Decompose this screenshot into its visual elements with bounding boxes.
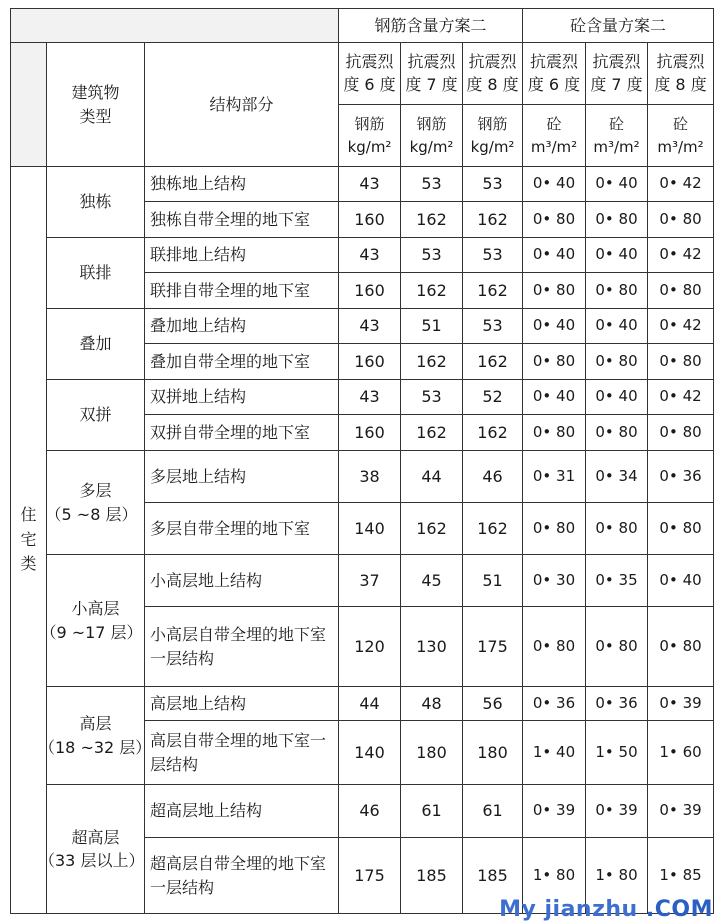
concrete-value-cell: 0• 80 bbox=[523, 607, 586, 687]
concrete-unit-header: 砼 m³/m² bbox=[523, 105, 586, 167]
intensity-header: 抗震烈度 7 度 bbox=[586, 43, 648, 105]
concrete-value-cell: 0• 40 bbox=[523, 238, 586, 273]
site-watermark: My jianzhu .COM bbox=[499, 897, 713, 922]
concrete-value-cell: 0• 40 bbox=[586, 380, 648, 415]
steel-value-cell: 140 bbox=[339, 503, 401, 555]
concrete-value-cell: 0• 39 bbox=[648, 785, 714, 838]
steel-value-cell: 51 bbox=[401, 309, 463, 344]
concrete-value-cell: 0• 40 bbox=[586, 238, 648, 273]
steel-value-cell: 48 bbox=[401, 687, 463, 721]
building-type-sublabel: （5 ~8 层） bbox=[45, 504, 138, 524]
concrete-value-cell: 0• 40 bbox=[586, 309, 648, 344]
building-type-cell bbox=[47, 238, 145, 309]
structure-part-cell: 高层地上结构 bbox=[145, 687, 339, 721]
concrete-value-cell: 0• 80 bbox=[648, 273, 714, 309]
intensity-header: 抗震烈度 6 度 bbox=[523, 43, 586, 105]
structure-part-cell: 多层地上结构 bbox=[145, 451, 339, 503]
concrete-value-cell: 0• 80 bbox=[586, 503, 648, 555]
concrete-value-cell: 1• 80 bbox=[586, 838, 648, 914]
steel-value-cell: 43 bbox=[339, 380, 401, 415]
structure-part-cell: 联排地上结构 bbox=[145, 238, 339, 273]
category-cell bbox=[11, 167, 47, 914]
concrete-unit-header: 砼 m³/m² bbox=[648, 105, 714, 167]
steel-value-cell: 180 bbox=[463, 721, 523, 785]
building-type-cell bbox=[39, 785, 145, 914]
steel-value-cell: 53 bbox=[463, 238, 523, 273]
concrete-value-cell: 0• 39 bbox=[586, 785, 648, 838]
concrete-value-cell: 0• 39 bbox=[648, 687, 714, 721]
steel-value-cell: 53 bbox=[463, 167, 523, 202]
concrete-value-cell: 0• 80 bbox=[523, 503, 586, 555]
concrete-value-cell: 0• 80 bbox=[586, 273, 648, 309]
table-row bbox=[11, 309, 714, 344]
concrete-value-cell: 0• 42 bbox=[648, 309, 714, 344]
concrete-value-cell: 1• 50 bbox=[586, 721, 648, 785]
building-type-cell bbox=[47, 451, 145, 555]
steel-value-cell: 160 bbox=[339, 273, 401, 309]
steel-value-cell: 162 bbox=[463, 415, 523, 451]
steel-group-header: 钢筋含量方案二 bbox=[339, 9, 523, 43]
steel-value-cell: 160 bbox=[339, 415, 401, 451]
steel-value-cell: 44 bbox=[339, 687, 401, 721]
concrete-value-cell: 0• 40 bbox=[523, 380, 586, 415]
concrete-value-cell: 0• 40 bbox=[586, 167, 648, 202]
concrete-unit-header: 砼 m³/m² bbox=[586, 105, 648, 167]
structure-part-cell: 双拼自带全埋的地下室 bbox=[145, 415, 339, 451]
building-type-cell bbox=[39, 687, 152, 785]
steel-value-cell: 53 bbox=[401, 380, 463, 415]
structure-part-cell: 高层自带全埋的地下室一层结构 bbox=[145, 721, 339, 785]
steel-value-cell: 43 bbox=[339, 309, 401, 344]
concrete-value-cell: 0• 80 bbox=[648, 607, 714, 687]
concrete-value-cell: 0• 80 bbox=[586, 202, 648, 238]
building-type-sublabel: （9 ~17 层） bbox=[40, 622, 143, 642]
table-row bbox=[11, 238, 714, 273]
steel-value-cell: 46 bbox=[463, 451, 523, 503]
concrete-value-cell: 0• 36 bbox=[586, 687, 648, 721]
steel-value-cell: 162 bbox=[401, 273, 463, 309]
building-type-cell bbox=[40, 555, 145, 687]
building-type-sublabel: （33 层以上） bbox=[39, 851, 145, 870]
concrete-value-cell: 0• 80 bbox=[523, 344, 586, 380]
concrete-value-cell: 0• 34 bbox=[586, 451, 648, 503]
concrete-value-cell: 0• 42 bbox=[648, 238, 714, 273]
table-row bbox=[11, 785, 714, 838]
steel-value-cell: 44 bbox=[401, 451, 463, 503]
concrete-value-cell: 0• 30 bbox=[523, 555, 586, 607]
concrete-value-cell: 0• 40 bbox=[523, 167, 586, 202]
structure-part-cell: 小高层自带全埋的地下室一层结构 bbox=[145, 607, 339, 687]
steel-value-cell: 56 bbox=[463, 687, 523, 721]
table-row bbox=[11, 167, 714, 202]
header-row-1 bbox=[11, 9, 714, 43]
intensity-header: 抗震烈度 8 度 bbox=[463, 43, 523, 105]
concrete-group-header: 砼含量方案二 bbox=[523, 9, 714, 43]
steel-value-cell: 53 bbox=[401, 167, 463, 202]
table-row bbox=[11, 555, 714, 607]
table-row bbox=[11, 451, 714, 503]
building-type-label: 叠加 bbox=[79, 334, 112, 354]
table-row bbox=[11, 687, 714, 721]
structure-part-cell: 小高层地上结构 bbox=[145, 555, 339, 607]
structure-part-header: 结构部分 bbox=[145, 43, 339, 167]
structure-part-cell: 独栋自带全埋的地下室 bbox=[145, 202, 339, 238]
steel-unit-header: 钢筋 kg/m² bbox=[463, 105, 523, 167]
steel-value-cell: 52 bbox=[463, 380, 523, 415]
structure-part-cell: 叠加地上结构 bbox=[145, 309, 339, 344]
steel-value-cell: 162 bbox=[463, 503, 523, 555]
concrete-value-cell: 0• 80 bbox=[586, 344, 648, 380]
concrete-value-cell: 0• 80 bbox=[523, 202, 586, 238]
concrete-value-cell: 0• 80 bbox=[523, 273, 586, 309]
structure-part-cell: 叠加自带全埋的地下室 bbox=[145, 344, 339, 380]
structure-part-cell: 联排自带全埋的地下室 bbox=[145, 273, 339, 309]
steel-value-cell: 162 bbox=[463, 273, 523, 309]
concrete-value-cell: 0• 39 bbox=[523, 785, 586, 838]
concrete-value-cell: 0• 31 bbox=[523, 451, 586, 503]
steel-value-cell: 175 bbox=[463, 607, 523, 687]
building-type-cell bbox=[47, 380, 145, 451]
header-row-2 bbox=[11, 43, 714, 105]
steel-value-cell: 180 bbox=[401, 721, 463, 785]
steel-value-cell: 130 bbox=[401, 607, 463, 687]
steel-value-cell: 46 bbox=[339, 785, 401, 838]
steel-unit-header: 钢筋 kg/m² bbox=[339, 105, 401, 167]
concrete-value-cell: 0• 80 bbox=[586, 607, 648, 687]
concrete-value-cell: 0• 80 bbox=[648, 202, 714, 238]
steel-value-cell: 53 bbox=[401, 238, 463, 273]
building-type-label: 双拼 bbox=[79, 405, 112, 425]
building-type-label: 联排 bbox=[79, 263, 112, 283]
steel-value-cell: 162 bbox=[401, 344, 463, 380]
concrete-value-cell: 0• 80 bbox=[648, 344, 714, 380]
concrete-value-cell: 0• 40 bbox=[523, 309, 586, 344]
steel-value-cell: 162 bbox=[463, 344, 523, 380]
steel-value-cell: 162 bbox=[401, 415, 463, 451]
intensity-header: 抗震烈度 8 度 bbox=[648, 43, 714, 105]
concrete-value-cell: 0• 80 bbox=[523, 415, 586, 451]
steel-value-cell: 160 bbox=[339, 344, 401, 380]
concrete-value-cell: 0• 80 bbox=[648, 415, 714, 451]
steel-value-cell: 162 bbox=[401, 202, 463, 238]
concrete-value-cell: 0• 42 bbox=[648, 380, 714, 415]
steel-value-cell: 61 bbox=[463, 785, 523, 838]
steel-value-cell: 38 bbox=[339, 451, 401, 503]
concrete-value-cell: 0• 36 bbox=[523, 687, 586, 721]
steel-value-cell: 140 bbox=[339, 721, 401, 785]
steel-unit-header: 钢筋 kg/m² bbox=[401, 105, 463, 167]
building-type-label: 高层 bbox=[79, 714, 112, 734]
structure-part-cell: 双拼地上结构 bbox=[145, 380, 339, 415]
concrete-value-cell: 0• 40 bbox=[648, 555, 714, 607]
structure-part-cell: 超高层自带全埋的地下室一层结构 bbox=[145, 838, 339, 914]
concrete-value-cell: 1• 85 bbox=[648, 838, 714, 914]
intensity-header: 抗震烈度 6 度 bbox=[339, 43, 401, 105]
building-type-header: 建筑物类型 bbox=[47, 43, 145, 167]
steel-value-cell: 185 bbox=[401, 838, 463, 914]
header-blank-cell bbox=[11, 9, 339, 43]
table-row bbox=[11, 380, 714, 415]
building-type-label: 独栋 bbox=[79, 192, 112, 212]
building-type-cell bbox=[47, 167, 145, 238]
steel-concrete-content-table bbox=[10, 8, 714, 914]
steel-value-cell: 162 bbox=[463, 202, 523, 238]
steel-value-cell: 45 bbox=[401, 555, 463, 607]
steel-value-cell: 61 bbox=[401, 785, 463, 838]
concrete-value-cell: 0• 80 bbox=[586, 415, 648, 451]
steel-value-cell: 43 bbox=[339, 167, 401, 202]
steel-value-cell: 185 bbox=[463, 838, 523, 914]
structure-part-cell: 独栋地上结构 bbox=[145, 167, 339, 202]
concrete-value-cell: 0• 42 bbox=[648, 167, 714, 202]
concrete-value-cell: 0• 80 bbox=[648, 503, 714, 555]
concrete-value-cell: 1• 80 bbox=[523, 838, 586, 914]
steel-value-cell: 51 bbox=[463, 555, 523, 607]
header-blank-cell bbox=[11, 43, 47, 167]
building-type-label: 超高层 bbox=[71, 827, 120, 847]
concrete-value-cell: 1• 40 bbox=[523, 721, 586, 785]
steel-value-cell: 162 bbox=[401, 503, 463, 555]
intensity-header: 抗震烈度 7 度 bbox=[401, 43, 463, 105]
steel-value-cell: 160 bbox=[339, 202, 401, 238]
steel-value-cell: 43 bbox=[339, 238, 401, 273]
concrete-value-cell: 1• 60 bbox=[648, 721, 714, 785]
category-label: 住宅类 bbox=[20, 504, 37, 574]
structure-part-cell: 超高层地上结构 bbox=[145, 785, 339, 838]
building-type-sublabel: （18 ~32 层） bbox=[39, 737, 152, 757]
steel-value-cell: 37 bbox=[339, 555, 401, 607]
building-type-label: 多层 bbox=[79, 481, 112, 501]
steel-value-cell: 53 bbox=[463, 309, 523, 344]
concrete-value-cell: 0• 35 bbox=[586, 555, 648, 607]
structure-part-cell: 多层自带全埋的地下室 bbox=[145, 503, 339, 555]
steel-value-cell: 175 bbox=[339, 838, 401, 914]
building-type-label: 小高层 bbox=[71, 599, 120, 619]
building-type-cell bbox=[47, 309, 145, 380]
steel-value-cell: 120 bbox=[339, 607, 401, 687]
concrete-value-cell: 0• 36 bbox=[648, 451, 714, 503]
